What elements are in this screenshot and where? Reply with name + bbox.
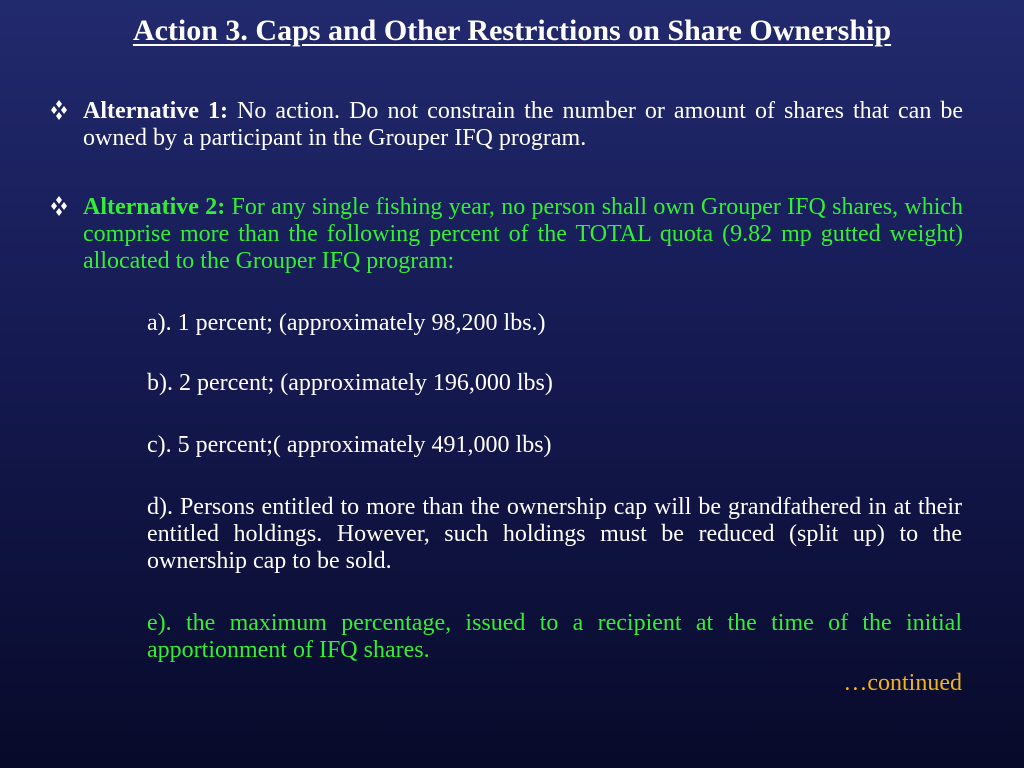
option-b: b). 2 percent; (approximately 196,000 lbs)	[147, 370, 553, 396]
alternative-1-body: No action. Do not constrain the number or amount of shares that can be owned by a participant in the Grouper IFQ program.	[83, 98, 964, 151]
alternative-1-text	[83, 98, 963, 152]
alternative-1-lead: Alternative 1:	[83, 98, 228, 124]
alternative-2-lead: Alternative 2:	[83, 194, 226, 220]
four-diamond-bullet-icon	[48, 194, 70, 218]
alternative-2	[48, 194, 963, 275]
four-diamond-bullet-icon	[48, 98, 70, 122]
alternative-2-text	[83, 194, 963, 275]
option-d: d). Persons entitled to more than the ownership cap will be grandfathered in at their entitled holdings. However, such holdings must be reduced (split up) to the ownership cap to be sold.	[147, 494, 962, 574]
slide-title: Action 3. Caps and Other Restrictions on Share Ownership	[132, 14, 892, 47]
option-c: c). 5 percent;( approximately 491,000 lbs)	[147, 432, 552, 458]
alternative-1	[48, 98, 963, 152]
continued-label: …continued	[843, 670, 962, 696]
option-e: e). the maximum percentage, issued to a recipient at the time of the initial apportionment of IFQ shares.	[147, 610, 962, 663]
alternative-2-body: For any single fishing year, no person shall own Grouper IFQ shares, which comprise more than the following percent of the TOTAL quota (9.82 mp gutted weight) allocated to the Grouper IFQ program:	[83, 194, 964, 274]
option-a: a). 1 percent; (approximately 98,200 lbs.)	[147, 310, 546, 336]
